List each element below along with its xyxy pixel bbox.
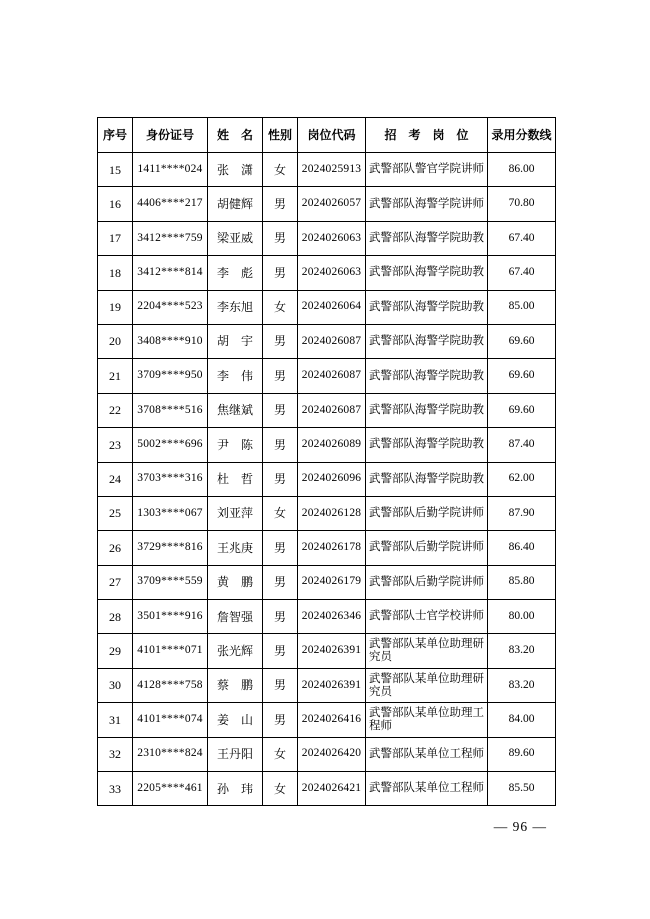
cell-score-line: 69.60 bbox=[488, 359, 556, 393]
cell-id-number: 3412****814 bbox=[133, 256, 208, 290]
cell-recruit-position: 武警部队后勤学院讲师 bbox=[366, 496, 488, 530]
cell-recruit-position: 武警部队海警学院助教 bbox=[366, 428, 488, 462]
cell-name: 李 伟 bbox=[208, 359, 263, 393]
cell-gender: 女 bbox=[263, 737, 298, 771]
cell-gender: 女 bbox=[263, 153, 298, 187]
table-row bbox=[98, 668, 556, 702]
cell-recruit-position: 武警部队某单位助理研究员 bbox=[366, 668, 488, 702]
cell-position-code: 2024026179 bbox=[298, 565, 366, 599]
cell-gender: 男 bbox=[263, 600, 298, 634]
cell-position-code: 2024026096 bbox=[298, 462, 366, 496]
cell-id-number: 1303****067 bbox=[133, 496, 208, 530]
cell-score-line: 87.90 bbox=[488, 496, 556, 530]
col-header-position-code: 岗位代码 bbox=[298, 118, 366, 153]
cell-id-number: 3703****316 bbox=[133, 462, 208, 496]
cell-seq: 21 bbox=[98, 359, 133, 393]
cell-gender: 女 bbox=[263, 496, 298, 530]
cell-position-code: 2024026391 bbox=[298, 634, 366, 668]
cell-score-line: 85.00 bbox=[488, 290, 556, 324]
cell-seq: 23 bbox=[98, 428, 133, 462]
cell-position-code: 2024026346 bbox=[298, 600, 366, 634]
cell-score-line: 86.00 bbox=[488, 153, 556, 187]
cell-seq: 29 bbox=[98, 634, 133, 668]
cell-name: 焦继斌 bbox=[208, 393, 263, 427]
cell-seq: 28 bbox=[98, 600, 133, 634]
cell-gender: 男 bbox=[263, 462, 298, 496]
cell-seq: 31 bbox=[98, 703, 133, 737]
cell-score-line: 83.20 bbox=[488, 634, 556, 668]
cell-score-line: 69.60 bbox=[488, 393, 556, 427]
cell-name: 胡健辉 bbox=[208, 187, 263, 221]
cell-seq: 26 bbox=[98, 531, 133, 565]
cell-position-code: 2024026128 bbox=[298, 496, 366, 530]
cell-id-number: 5002****696 bbox=[133, 428, 208, 462]
cell-seq: 24 bbox=[98, 462, 133, 496]
cell-recruit-position: 武警部队后勤学院讲师 bbox=[366, 565, 488, 599]
table-row bbox=[98, 772, 556, 806]
cell-score-line: 67.40 bbox=[488, 221, 556, 255]
cell-score-line: 85.80 bbox=[488, 565, 556, 599]
col-header-name: 姓 名 bbox=[208, 118, 263, 153]
cell-score-line: 70.80 bbox=[488, 187, 556, 221]
table-row bbox=[98, 703, 556, 737]
table-header-row bbox=[98, 118, 556, 153]
table-row bbox=[98, 565, 556, 599]
cell-name: 王兆庚 bbox=[208, 531, 263, 565]
table-row bbox=[98, 153, 556, 187]
cell-id-number: 3412****759 bbox=[133, 221, 208, 255]
table-row bbox=[98, 428, 556, 462]
cell-id-number: 3708****516 bbox=[133, 393, 208, 427]
cell-gender: 男 bbox=[263, 565, 298, 599]
table-row bbox=[98, 290, 556, 324]
cell-recruit-position: 武警部队某单位助理工程师 bbox=[366, 703, 488, 737]
cell-name: 詹智强 bbox=[208, 600, 263, 634]
table-row bbox=[98, 187, 556, 221]
cell-seq: 33 bbox=[98, 772, 133, 806]
cell-name: 张 潇 bbox=[208, 153, 263, 187]
cell-seq: 30 bbox=[98, 668, 133, 702]
table-row bbox=[98, 496, 556, 530]
col-header-seq: 序号 bbox=[98, 118, 133, 153]
table-row bbox=[98, 531, 556, 565]
cell-score-line: 86.40 bbox=[488, 531, 556, 565]
cell-position-code: 2024026089 bbox=[298, 428, 366, 462]
cell-recruit-position: 武警部队海警学院讲师 bbox=[366, 187, 488, 221]
cell-recruit-position: 武警部队士官学校讲师 bbox=[366, 600, 488, 634]
cell-seq: 22 bbox=[98, 393, 133, 427]
cell-id-number: 1411****024 bbox=[133, 153, 208, 187]
table-row bbox=[98, 600, 556, 634]
cell-gender: 女 bbox=[263, 772, 298, 806]
cell-gender: 男 bbox=[263, 428, 298, 462]
table-row bbox=[98, 462, 556, 496]
cell-position-code: 2024026057 bbox=[298, 187, 366, 221]
cell-score-line: 69.60 bbox=[488, 324, 556, 358]
cell-recruit-position: 武警部队海警学院助教 bbox=[366, 393, 488, 427]
cell-recruit-position: 武警部队某单位助理研究员 bbox=[366, 634, 488, 668]
cell-score-line: 83.20 bbox=[488, 668, 556, 702]
cell-position-code: 2024026421 bbox=[298, 772, 366, 806]
page-number: — 96 — bbox=[493, 819, 547, 834]
table-row bbox=[98, 256, 556, 290]
cell-gender: 男 bbox=[263, 703, 298, 737]
cell-id-number: 3501****916 bbox=[133, 600, 208, 634]
cell-score-line: 80.00 bbox=[488, 600, 556, 634]
cell-recruit-position: 武警部队海警学院助教 bbox=[366, 324, 488, 358]
cell-position-code: 2024026063 bbox=[298, 256, 366, 290]
col-header-recruit-position: 招 考 岗 位 bbox=[366, 118, 488, 153]
cell-seq: 16 bbox=[98, 187, 133, 221]
cell-id-number: 4406****217 bbox=[133, 187, 208, 221]
cell-position-code: 2024026178 bbox=[298, 531, 366, 565]
cell-name: 李 彪 bbox=[208, 256, 263, 290]
cell-name: 梁亚威 bbox=[208, 221, 263, 255]
cell-name: 刘亚萍 bbox=[208, 496, 263, 530]
cell-seq: 15 bbox=[98, 153, 133, 187]
cell-recruit-position: 武警部队警官学院讲师 bbox=[366, 153, 488, 187]
cell-position-code: 2024026087 bbox=[298, 359, 366, 393]
cell-recruit-position: 武警部队海警学院助教 bbox=[366, 290, 488, 324]
cell-name: 王丹阳 bbox=[208, 737, 263, 771]
cell-score-line: 87.40 bbox=[488, 428, 556, 462]
recruitment-score-table bbox=[97, 117, 556, 806]
cell-position-code: 2024026063 bbox=[298, 221, 366, 255]
cell-name: 杜 哲 bbox=[208, 462, 263, 496]
cell-score-line: 84.00 bbox=[488, 703, 556, 737]
cell-name: 黄 鹏 bbox=[208, 565, 263, 599]
cell-id-number: 2204****523 bbox=[133, 290, 208, 324]
cell-position-code: 2024025913 bbox=[298, 153, 366, 187]
cell-gender: 男 bbox=[263, 221, 298, 255]
cell-gender: 男 bbox=[263, 393, 298, 427]
cell-id-number: 3408****910 bbox=[133, 324, 208, 358]
table-row bbox=[98, 359, 556, 393]
cell-recruit-position: 武警部队后勤学院讲师 bbox=[366, 531, 488, 565]
cell-score-line: 85.50 bbox=[488, 772, 556, 806]
cell-seq: 17 bbox=[98, 221, 133, 255]
cell-recruit-position: 武警部队某单位工程师 bbox=[366, 772, 488, 806]
table-row bbox=[98, 393, 556, 427]
cell-seq: 27 bbox=[98, 565, 133, 599]
cell-name: 张光辉 bbox=[208, 634, 263, 668]
col-header-id-number: 身份证号 bbox=[133, 118, 208, 153]
table-row bbox=[98, 221, 556, 255]
cell-position-code: 2024026416 bbox=[298, 703, 366, 737]
cell-gender: 男 bbox=[263, 187, 298, 221]
cell-gender: 男 bbox=[263, 324, 298, 358]
cell-seq: 20 bbox=[98, 324, 133, 358]
cell-gender: 男 bbox=[263, 531, 298, 565]
cell-gender: 男 bbox=[263, 668, 298, 702]
cell-name: 李东旭 bbox=[208, 290, 263, 324]
cell-seq: 19 bbox=[98, 290, 133, 324]
cell-recruit-position: 武警部队海警学院助教 bbox=[366, 359, 488, 393]
cell-id-number: 4101****074 bbox=[133, 703, 208, 737]
cell-score-line: 62.00 bbox=[488, 462, 556, 496]
cell-id-number: 4101****071 bbox=[133, 634, 208, 668]
cell-score-line: 67.40 bbox=[488, 256, 556, 290]
cell-position-code: 2024026087 bbox=[298, 393, 366, 427]
table-row bbox=[98, 737, 556, 771]
cell-position-code: 2024026391 bbox=[298, 668, 366, 702]
cell-gender: 男 bbox=[263, 256, 298, 290]
cell-gender: 男 bbox=[263, 634, 298, 668]
cell-name: 姜 山 bbox=[208, 703, 263, 737]
cell-name: 蔡 鹏 bbox=[208, 668, 263, 702]
cell-seq: 18 bbox=[98, 256, 133, 290]
cell-id-number: 4128****758 bbox=[133, 668, 208, 702]
cell-seq: 25 bbox=[98, 496, 133, 530]
cell-name: 尹 陈 bbox=[208, 428, 263, 462]
cell-name: 孙 玮 bbox=[208, 772, 263, 806]
cell-position-code: 2024026420 bbox=[298, 737, 366, 771]
cell-position-code: 2024026087 bbox=[298, 324, 366, 358]
cell-id-number: 2310****824 bbox=[133, 737, 208, 771]
cell-recruit-position: 武警部队海警学院助教 bbox=[366, 221, 488, 255]
cell-id-number: 3729****816 bbox=[133, 531, 208, 565]
cell-gender: 女 bbox=[263, 290, 298, 324]
cell-id-number: 3709****950 bbox=[133, 359, 208, 393]
table-row bbox=[98, 634, 556, 668]
table-row bbox=[98, 324, 556, 358]
col-header-score-line: 录用分数线 bbox=[488, 118, 556, 153]
cell-id-number: 2205****461 bbox=[133, 772, 208, 806]
cell-seq: 32 bbox=[98, 737, 133, 771]
cell-recruit-position: 武警部队某单位工程师 bbox=[366, 737, 488, 771]
col-header-gender: 性别 bbox=[263, 118, 298, 153]
cell-recruit-position: 武警部队海警学院助教 bbox=[366, 462, 488, 496]
cell-recruit-position: 武警部队海警学院助教 bbox=[366, 256, 488, 290]
cell-position-code: 2024026064 bbox=[298, 290, 366, 324]
cell-gender: 男 bbox=[263, 359, 298, 393]
cell-score-line: 89.60 bbox=[488, 737, 556, 771]
cell-id-number: 3709****559 bbox=[133, 565, 208, 599]
cell-name: 胡 宇 bbox=[208, 324, 263, 358]
